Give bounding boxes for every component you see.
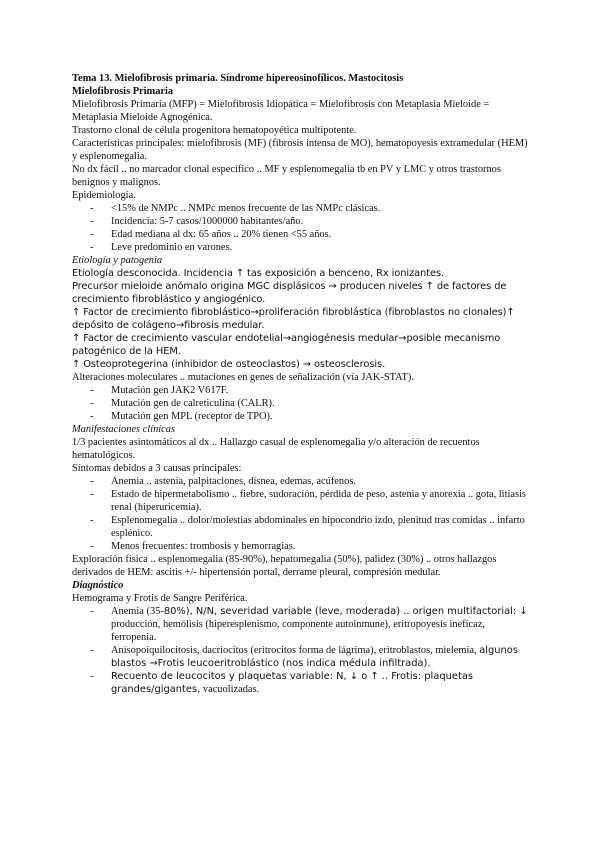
list-item: - Edad mediana al dx: 65 años .. 20% tienen <55 años. bbox=[72, 228, 532, 241]
paragraph-precursor: Precursor mieloide anómalo origina MGC displásicos → producen niveles ↑ de factores de crecimiento fibroblástico y angiogénico. bbox=[72, 281, 507, 305]
list-item bbox=[72, 644, 532, 670]
item-text: 80%), N/N, severidad variable (leve, moderada) .. origen multifactorial: ↓ bbox=[163, 606, 528, 617]
list-item: - Estado de hipermetabolismo .. fiebre, sudoración, pérdida de peso, astenia y anorexia .. gota, litiasis renal (hiperuricemia). bbox=[72, 488, 532, 514]
list-item bbox=[72, 605, 532, 644]
item-text: Anisopoiquilocitosis, dacriocitos (eritrocitos forma de lágrima), eritroblastos, mielemia, bbox=[111, 645, 477, 656]
document-title: Tema 13. Mielofibrosis primaria. Síndrome hipereosinofílicos. Mastocitosis bbox=[72, 73, 404, 84]
item-text: vacuolizadas. bbox=[202, 684, 260, 695]
paragraph-definition: Mielofibrosis Primaria (MFP) = Mielofibrosis Idiopática = Mielofibrosis con Metaplasia Mieloide = Metaplasia Mieloide Agnogénica. bbox=[72, 99, 490, 123]
list-item: - Mutación gen JAK2 V617F. bbox=[72, 384, 532, 397]
list-item: - Menos frecuentes: trombosis y hemorragias. bbox=[72, 540, 532, 553]
heading-diagnostico: Diagnóstico bbox=[72, 580, 124, 591]
paragraph-alteraciones: Alteraciones moleculares .. mutaciones en genes de señalización (vía JAK-STAT). bbox=[72, 372, 414, 383]
item-text: Anemia (35- bbox=[111, 606, 164, 617]
list-mutaciones bbox=[72, 384, 532, 423]
paragraph-factor-fibroblastico: ↑ Factor de crecimiento fibroblástico→proliferación fibroblástica (fibroblastos no clonales)↑ depósito de colágeno→fibrosis medular. bbox=[72, 307, 515, 331]
paragraph-caracteristicas: Características principales: mielofibrosis (MF) (fibrosis intensa de MO), hematopoyesis extramedular (HEM) y esplenomegalia. bbox=[72, 138, 528, 162]
heading-manifestaciones: Manifestaciones clínicas bbox=[72, 424, 176, 435]
list-item: - <15% de NMPc .. NMPc menos frecuente de las NMPc clásicas. bbox=[72, 202, 532, 215]
list-item: - Incidencia: 5-7 casos/1000000 habitantes/año. bbox=[72, 215, 532, 228]
list-sintomas bbox=[72, 475, 532, 553]
paragraph-hemograma: Hemograma y Frotis de Sangre Periférica. bbox=[72, 593, 248, 604]
document-page bbox=[72, 72, 532, 696]
heading-epidemiologia: Epidemiología. bbox=[72, 190, 136, 201]
paragraph-etiologia: Etiología desconocida. Incidencia ↑ tas exposición a benceno, Rx ionizantes. bbox=[72, 268, 445, 279]
list-item: - Mutación gen MPL (receptor de TPO). bbox=[72, 410, 532, 423]
list-item: - Esplenomegalia .. dolor/molestias abdominales en hipocondrio izdo, plenitud tras comidas .. infarto esplénico. bbox=[72, 514, 532, 540]
paragraph-factor-vascular: ↑ Factor de crecimiento vascular endotelial→angiogénesis medular→posible mecanismo patogénico de la HEM. bbox=[72, 333, 501, 357]
paragraph-asintomaticos: 1/3 pacientes asintomáticos al dx .. Hallazgo casual de esplenomegalia y/o alteración de recuentos hematológicos. bbox=[72, 437, 480, 461]
list-item: - Leve predominio en varones. bbox=[72, 241, 532, 254]
list-item: - Mutación gen de calreticulina (CALR). bbox=[72, 397, 532, 410]
paragraph-exploracion: Exploración física .. esplenomegalia (85-90%), hepatomegalia (50%), palidez (30%) .. otros hallazgos derivados de HEM: ascitis +/- hipertensión portal, derrame pleural, compresión medular. bbox=[72, 554, 497, 578]
item-text: Recuento de leucocitos y plaquetas variable: N, ↓ o ↑ .. Frotis: plaquetas grandes/gigantes, bbox=[111, 671, 474, 695]
paragraph-trastorno: Trastorno clonal de célula progenitora hematopoyética multipotente. bbox=[72, 125, 357, 136]
paragraph-no-dx: No dx fácil .. no marcador clonal específico .. MF y esplenomegalia tb en PV y LMC y otros trastornos benignos y malignos. bbox=[72, 164, 501, 188]
section-title-mielofibrosis: Mielofibrosis Primaria bbox=[72, 86, 174, 97]
item-text: producción, hemólisis (hiperesplenismo, componente autoinmune), eritropoyesis ineficaz, ferropenia. bbox=[111, 619, 485, 643]
heading-etiologia: Etiología y patogenia bbox=[72, 255, 163, 266]
paragraph-sintomas-heading: Síntomas debidos a 3 causas principales: bbox=[72, 463, 242, 474]
paragraph-osteoprotegerina: ↑ Osteoprotegerina (inhibidor de osteoclastos) → osteosclerosis. bbox=[72, 359, 386, 370]
list-epidemiologia bbox=[72, 202, 532, 254]
item-text: algunos blastos →Frotis leucoeritroblástico (nos indica médula infiltrada). bbox=[111, 645, 518, 669]
list-item: - Anemia .. astenia, palpitaciones, disnea, edemas, acúfenos. bbox=[72, 475, 532, 488]
list-item bbox=[72, 670, 532, 696]
list-diagnostico bbox=[72, 605, 532, 696]
